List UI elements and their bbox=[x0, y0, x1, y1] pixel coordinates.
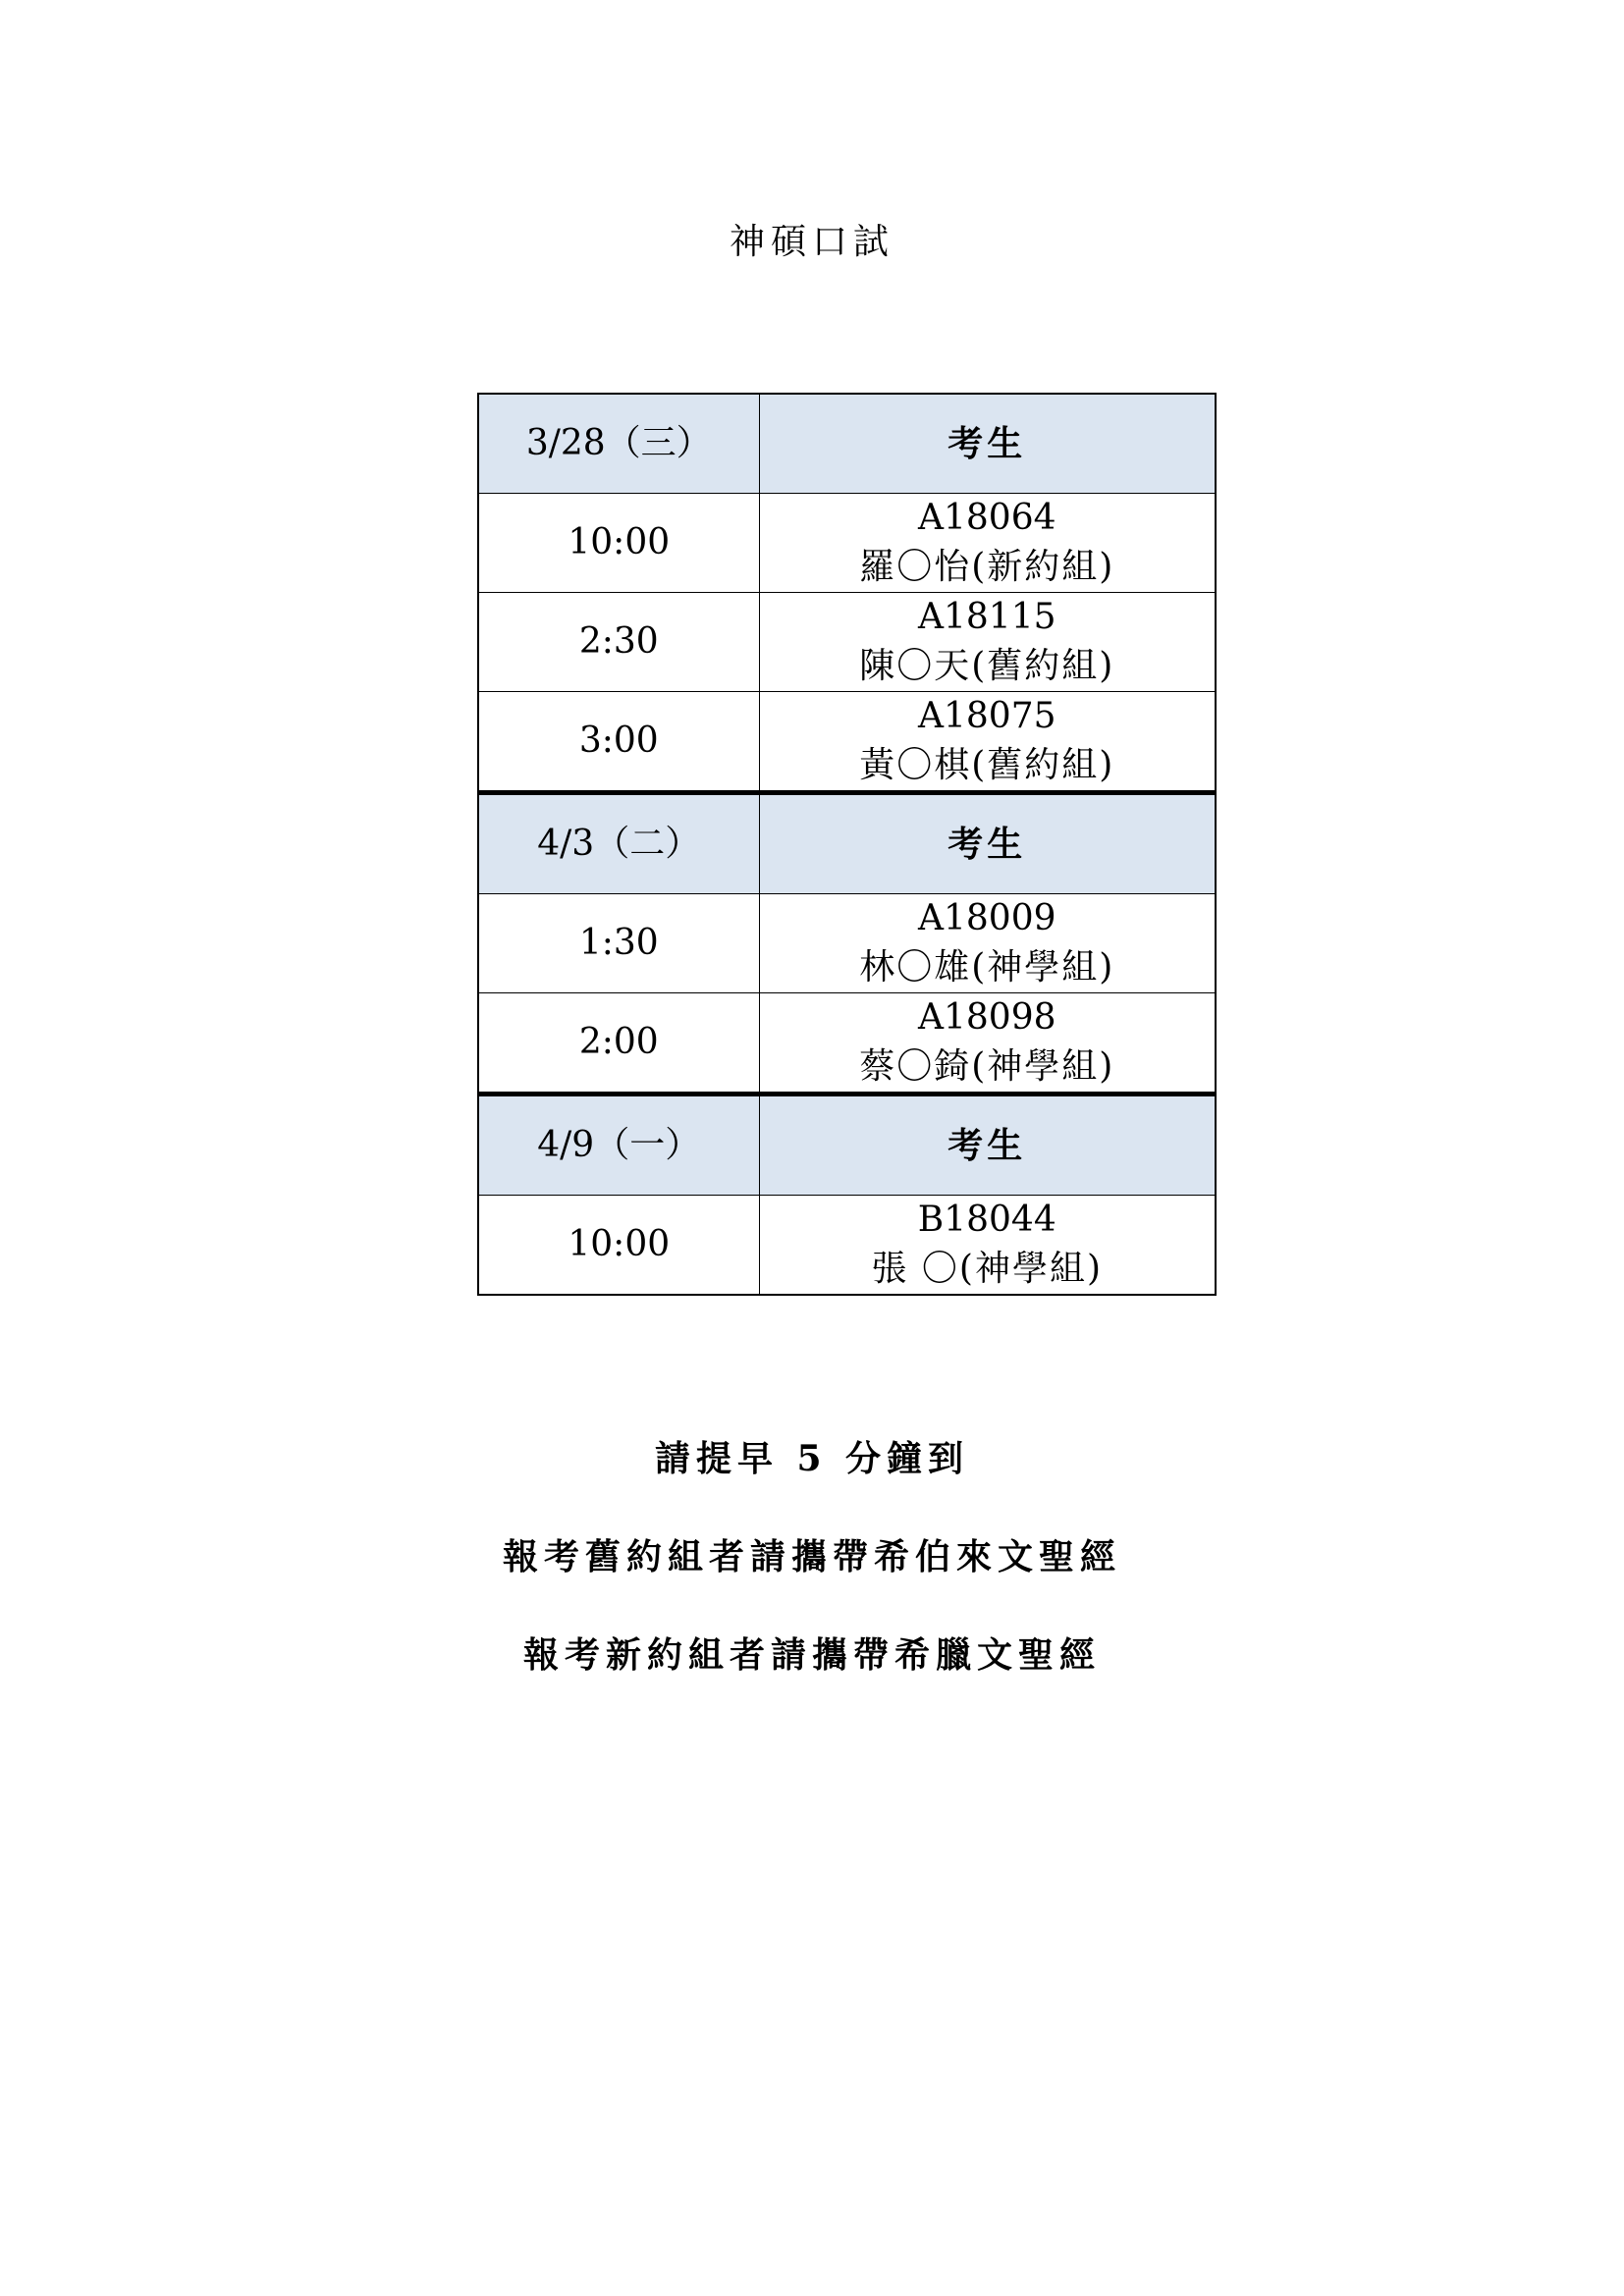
session-header-row bbox=[478, 394, 1216, 494]
candidate-name: 羅〇怡(新約組) bbox=[859, 547, 1115, 587]
candidate-name: 黃〇棋(舊約組) bbox=[859, 745, 1115, 785]
candidate-column-header: 考生 bbox=[759, 394, 1216, 494]
candidate-id: A18064 bbox=[917, 498, 1056, 538]
exam-time: 2:00 bbox=[478, 993, 759, 1095]
candidate-id: A18009 bbox=[917, 898, 1056, 938]
table-row bbox=[478, 894, 1216, 993]
candidate-id: A18098 bbox=[917, 997, 1056, 1038]
instructions bbox=[0, 1429, 1624, 1724]
exam-schedule-table bbox=[477, 393, 1217, 1296]
candidate-column-header: 考生 bbox=[759, 793, 1216, 894]
session-date: 4/9（一） bbox=[478, 1095, 759, 1196]
table-row bbox=[478, 993, 1216, 1095]
candidate-cell bbox=[759, 1196, 1216, 1296]
table-row bbox=[478, 692, 1216, 793]
candidate-name: 林〇雄(神學組) bbox=[859, 947, 1115, 988]
session-date: 3/28（三） bbox=[478, 394, 759, 494]
session-header-row bbox=[478, 793, 1216, 894]
exam-time: 10:00 bbox=[478, 1196, 759, 1296]
candidate-id: B18044 bbox=[917, 1200, 1056, 1240]
candidate-cell bbox=[759, 894, 1216, 993]
candidate-id: A18075 bbox=[917, 696, 1056, 736]
candidate-id: A18115 bbox=[917, 597, 1056, 637]
candidate-name: 陳〇天(舊約組) bbox=[859, 646, 1115, 686]
table-row bbox=[478, 1196, 1216, 1296]
note-hebrew-bible: 報考舊約組者請攜帶希伯來文聖經 bbox=[502, 1536, 1121, 1577]
session-date: 4/3（二） bbox=[478, 793, 759, 894]
exam-time: 3:00 bbox=[478, 692, 759, 793]
candidate-cell bbox=[759, 692, 1216, 793]
candidate-cell bbox=[759, 494, 1216, 593]
note-greek-bible: 報考新約組者請攜帶希臘文聖經 bbox=[522, 1634, 1101, 1676]
session-header-row bbox=[478, 1095, 1216, 1196]
exam-time: 1:30 bbox=[478, 894, 759, 993]
candidate-name: 蔡〇錡(神學組) bbox=[859, 1046, 1115, 1087]
candidate-cell bbox=[759, 993, 1216, 1095]
candidate-name: 張 〇(神學組) bbox=[871, 1249, 1104, 1289]
exam-time: 10:00 bbox=[478, 494, 759, 593]
table-row bbox=[478, 593, 1216, 692]
page-title: 神碩口試 bbox=[729, 222, 894, 262]
note-arrive-early: 請提早 5 分鐘到 bbox=[654, 1438, 970, 1479]
exam-time: 2:30 bbox=[478, 593, 759, 692]
candidate-cell bbox=[759, 593, 1216, 692]
table-row bbox=[478, 494, 1216, 593]
candidate-column-header: 考生 bbox=[759, 1095, 1216, 1196]
